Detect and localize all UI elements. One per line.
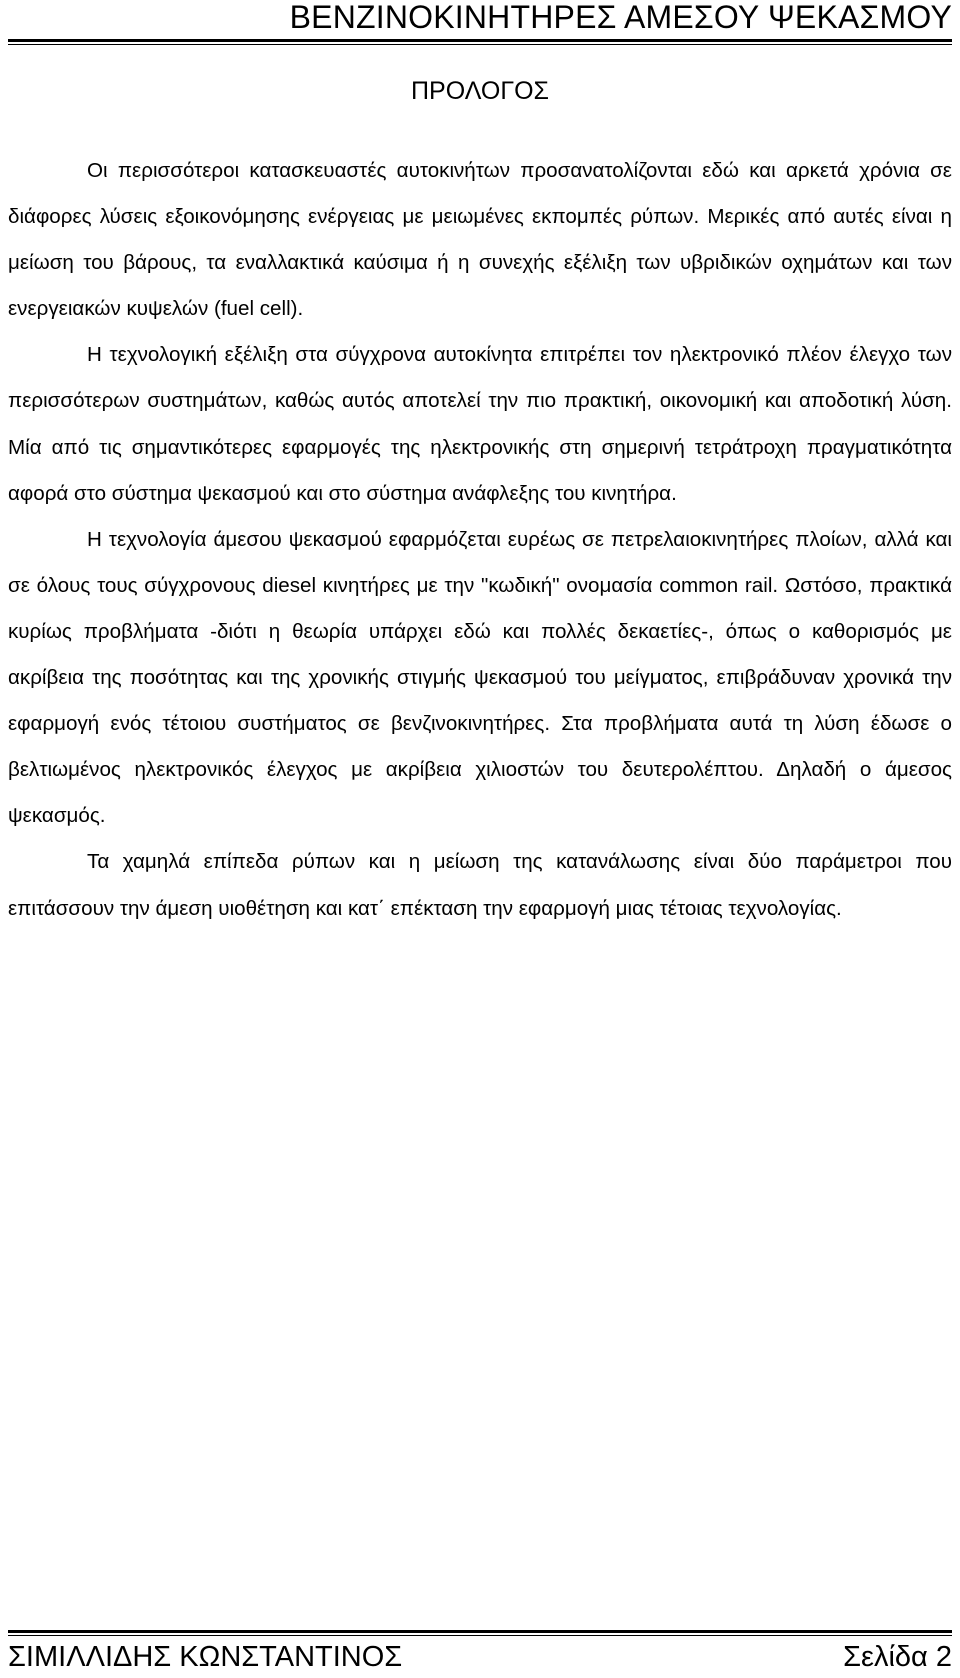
running-header: ΒΕΝΖΙΝΟΚΙΝΗΤΗΡΕΣ ΑΜΕΣΟΥ ΨΕΚΑΣΜΟΥ xyxy=(289,0,952,35)
footer-author: ΣΙΜΙΛΛΙΔΗΣ ΚΩΝΣΤΑΝΤΙΝΟΣ xyxy=(8,1641,403,1673)
paragraph: Η τεχνολογική εξέλιξη στα σύγχρονα αυτοκίνητα επιτρέπει τον ηλεκτρονικό πλέον έλεγχο των περισσότερων συστημάτων, καθώς αυτός αποτελεί την πιο πρακτική, οικονομική και αποδοτική λύση. Μία από τις σημαντικότερες εφαρμογές της ηλεκτρονικής στη σημερινή τετράτροχη πραγματικότητα αφορά στο σύστημα ψεκασμού και στο σύστημα ανάφλεξης του κινητήρα. xyxy=(8,343,952,505)
paragraph: Οι περισσότεροι κατασκευαστές αυτοκινήτων προσανατολίζονται εδώ και αρκετά χρόνια σε διάφορες λύσεις εξοικονόμησης ενέργειας με μειωμένες εκπομπές ρύπων. Μερικές από αυτές είναι η μείωση του βάρους, τα εναλλακτικά καύσιμα ή η συνεχής εξέλιξη των υβριδικών οχημάτων και των ενεργειακών κυψελών (fuel cell). xyxy=(8,159,952,321)
page-number: Σελίδα 2 xyxy=(843,1641,952,1673)
body-text xyxy=(8,148,952,932)
paragraph: Τα χαμηλά επίπεδα ρύπων και η μείωση της κατανάλωσης είναι δύο παράμετροι που επιτάσσουν την άμεση υιοθέτηση και κατ΄ επέκταση την εφαρμογή μιας τέτοιας τεχνολογίας. xyxy=(8,850,952,920)
page-footer xyxy=(8,1640,952,1674)
section-title: ΠΡΟΛΟΓΟΣ xyxy=(410,77,549,105)
header-rule xyxy=(8,39,952,42)
paragraph: Η τεχνολογία άμεσου ψεκασμού εφαρμόζεται ευρέως σε πετρελαιοκινητήρες πλοίων, αλλά και σε όλους τους σύγχρονους diesel κινητήρες με την "κωδική" ονομασία common rail. Ωστόσο, πρακτικά κυρίως προβλήματα -διότι η θεωρία υπάρχει εδώ και πολλές δεκαετίες-, όπως ο καθορισμός με ακρίβεια της ποσότητας και της χρονικής στιγμής ψεκασμού του μείγματος, επιβράδυναν χρονικά την εφαρμογή ενός τέτοιου συστήματος σε βενζινοκινητήρες. Στα προβλήματα αυτά τη λύση έδωσε ο βελτιωμένος ηλεκτρονικός έλεγχος με ακρίβεια χιλιοστών του δευτερολέπτου. Δηλαδή ο άμεσος ψεκασμός. xyxy=(8,527,952,828)
footer-rule xyxy=(8,1630,952,1633)
